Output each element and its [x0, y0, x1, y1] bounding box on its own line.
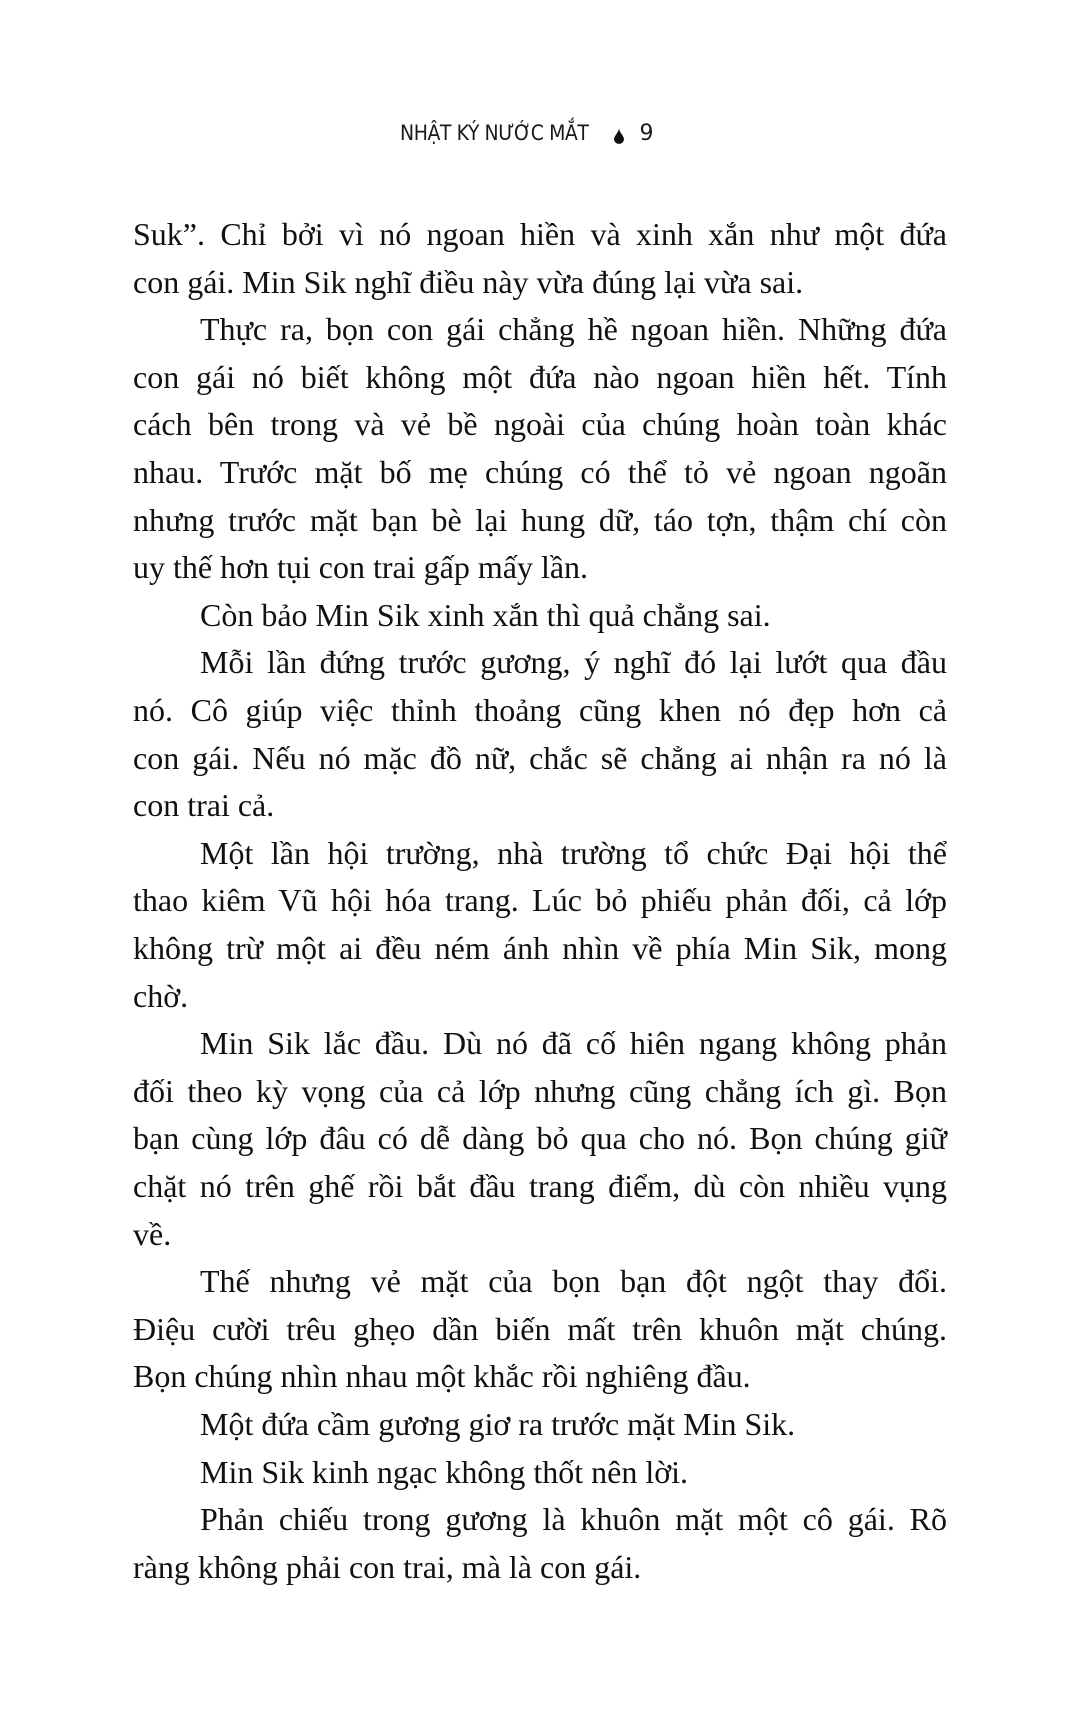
- text-line: Bọn chúng nhìn nhau một khắc rồi nghiêng đầu.: [133, 1358, 751, 1395]
- text-line: Điệu cười trêu ghẹo dần biến mất trên khuôn mặt chúng.: [133, 1310, 947, 1347]
- text-line: nhưng trước mặt bạn bè lại hung dữ, táo tợn, thậm chí còn: [133, 501, 947, 538]
- text-line: Mỗi lần đứng trước gương, ý nghĩ đó lại lướt qua đầu: [200, 644, 947, 681]
- text-line: bạn cùng lớp đâu có dễ dàng bỏ qua cho nó. Bọn chúng giữ: [133, 1120, 947, 1157]
- text-line: con gái. Nếu nó mặc đồ nữ, chắc sẽ chẳng ai nhận ra nó là: [133, 739, 947, 776]
- text-line: con gái. Min Sik nghĩ điều này vừa đúng lại vừa sai.: [133, 263, 804, 300]
- text-line: cách bên trong và vẻ bề ngoài của chúng hoàn toàn khác: [133, 406, 947, 443]
- text-line: con gái nó biết không một đứa nào ngoan hiền hết. Tính: [133, 358, 947, 395]
- text-line: Phản chiếu trong gương là khuôn mặt một cô gái. Rõ: [200, 1501, 947, 1538]
- text-line: nó. Cô giúp việc thỉnh thoảng cũng khen nó đẹp hơn cả: [133, 692, 947, 728]
- text-line: Một đứa cầm gương giơ ra trước mặt Min Sik.: [200, 1406, 796, 1442]
- text-line: Suk”. Chỉ bởi vì nó ngoan hiền và xinh xắn như một đứa: [133, 216, 947, 252]
- text-line: Một lần hội trường, nhà trường tổ chức Đại hội thể: [200, 834, 947, 871]
- text-line: Thực ra, bọn con gái chẳng hề ngoan hiền. Những đứa: [200, 311, 947, 348]
- text-line: Min Sik kinh ngạc không thốt nên lời.: [200, 1453, 689, 1490]
- text-line: Còn bảo Min Sik xinh xắn thì quả chẳng sai.: [200, 596, 771, 633]
- text-line: chặt nó trên ghế rồi bắt đầu trang điểm, dù còn nhiều vụng: [133, 1168, 947, 1204]
- text-line: chờ.: [133, 977, 189, 1014]
- text-line: thao kiêm Vũ hội hóa trang. Lúc bỏ phiếu phản đối, cả lớp: [133, 882, 947, 919]
- text-line: Thế nhưng vẻ mặt của bọn bạn đột ngột thay đổi.: [200, 1263, 947, 1300]
- book-title: NHẬT KÝ NƯỚC MẮT: [400, 121, 589, 145]
- text-line: về.: [133, 1215, 172, 1252]
- text-line: con trai cả.: [133, 787, 275, 824]
- drop-icon: [613, 125, 625, 141]
- text-line: uy thế hơn tụi con trai gấp mấy lần.: [133, 549, 589, 586]
- text-line: nhau. Trước mặt bố mẹ chúng có thể tỏ vẻ ngoan ngoãn: [133, 454, 947, 490]
- text-line: ràng không phải con trai, mà là con gái.: [133, 1548, 642, 1585]
- text-line: đối theo kỳ vọng của cả lớp nhưng cũng chẳng ích gì. Bọn: [133, 1072, 947, 1109]
- text-line: không trừ một ai đều ném ánh nhìn về phía Min Sik, mong: [133, 930, 947, 966]
- page-number: 9: [639, 120, 653, 146]
- running-header: [400, 118, 653, 148]
- text-line: Min Sik lắc đầu. Dù nó đã cố hiên ngang không phản: [200, 1025, 947, 1062]
